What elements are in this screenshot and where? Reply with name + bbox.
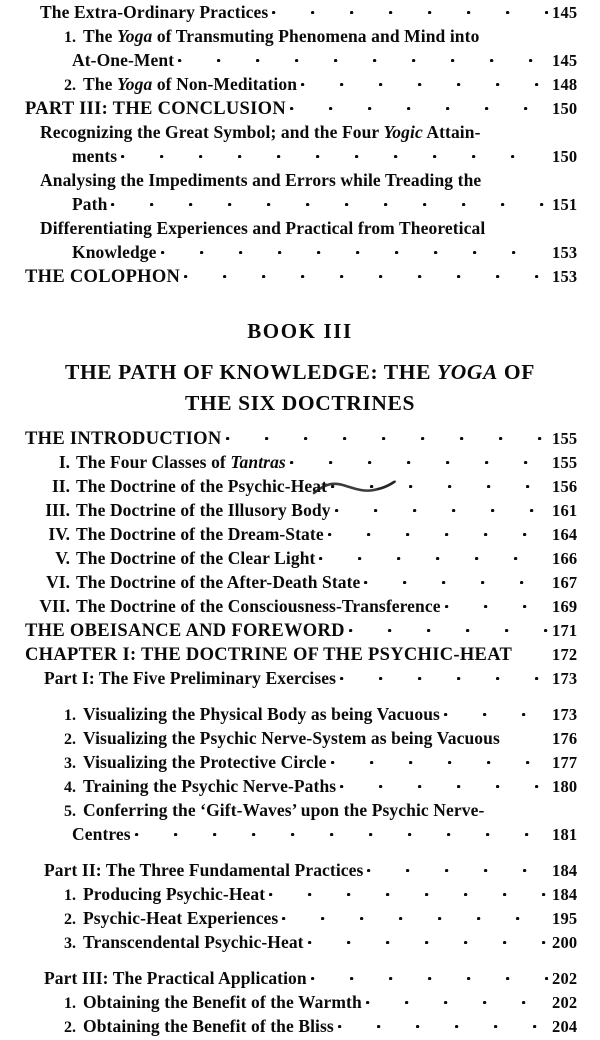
toc-entry-differentiating-knowledge[interactable] <box>0 240 600 264</box>
toc-leader-dots <box>444 702 548 720</box>
toc-leader-dots <box>111 192 548 210</box>
toc-entry-doctrine-consciousness-transference[interactable] <box>0 594 600 618</box>
toc-leader-dots <box>308 930 548 948</box>
toc-leader-dots <box>340 774 548 792</box>
toc-label-text: The Four Classes of <box>76 452 231 472</box>
toc-entry-label <box>83 24 479 48</box>
toc-leader-dots <box>319 546 548 564</box>
toc-entry-obtaining-benefit-warmth[interactable] <box>0 990 600 1014</box>
toc-entry-at-one-ment[interactable] <box>0 48 600 72</box>
toc-leader-dots <box>301 72 548 90</box>
toc-entry-page-number: 155 <box>552 453 578 472</box>
toc-entry-page-number: 169 <box>552 597 578 616</box>
toc-entry-label: THE INTRODUCTION <box>25 429 222 449</box>
toc-leader-dots <box>485 120 548 138</box>
toc-leader-dots <box>161 240 548 258</box>
heading-spacer <box>0 419 600 426</box>
toc-entry-page-number: 161 <box>552 501 578 520</box>
toc-entry-page-number: 202 <box>552 993 578 1012</box>
toc-leader-dots <box>483 24 548 42</box>
toc-entry-roman-numeral: III. <box>45 500 70 520</box>
toc-entry-roman-numeral: I. <box>58 452 70 472</box>
toc-leader-dots <box>121 144 548 162</box>
toc-entry-visualizing-psychic-nerve-system[interactable] <box>0 726 600 750</box>
toc-entry-chapter-one-psychic-heat[interactable] <box>0 642 600 666</box>
toc-entry-page-number: 145 <box>552 3 578 22</box>
toc-label-italic: Yoga <box>116 74 153 94</box>
toc-entry-label <box>83 72 297 96</box>
toc-entry-doctrine-after-death-state[interactable] <box>0 570 600 594</box>
toc-entry-page-number: 176 <box>552 729 578 748</box>
toc-entry-number: 3. <box>64 755 76 772</box>
toc-entry-page-number: 150 <box>552 99 578 118</box>
toc-leader-dots <box>338 1014 548 1032</box>
toc-entry-label: Visualizing the Protective Circle <box>83 752 327 772</box>
toc-leader-dots <box>445 594 548 612</box>
book-subtitle-line1-part3: OF <box>497 360 535 384</box>
book-heading: BOOK III <box>247 319 353 343</box>
toc-entry-page-number: 172 <box>552 645 578 664</box>
toc-entry-analysing-path[interactable] <box>0 192 600 216</box>
toc-entry-label: Centres <box>72 824 131 844</box>
toc-entry-label: CHAPTER I: THE DOCTRINE OF THE PSYCHIC-HEAT <box>25 645 513 665</box>
toc-label-text: The <box>83 26 117 46</box>
toc-entry-number: 1. <box>64 995 76 1012</box>
toc-entry-number: 4. <box>64 779 76 796</box>
toc-entry-number: 3. <box>64 935 76 952</box>
toc-entry-label: Training the Psychic Nerve-Paths <box>83 776 337 796</box>
toc-leader-dots <box>335 498 548 516</box>
toc-leader-dots <box>184 264 548 282</box>
toc-entry-page-number: 177 <box>552 753 578 772</box>
toc-entry-page-number: 150 <box>552 147 578 166</box>
toc-leader-dots <box>282 906 548 924</box>
toc-entry-page-number: 173 <box>552 705 578 724</box>
toc-entry-recognizing-ments[interactable] <box>0 144 600 168</box>
toc-entry-label: The Doctrine of the Dream-State <box>76 524 324 544</box>
toc-leader-dots <box>364 570 548 588</box>
toc-section-book-three <box>0 426 600 1038</box>
toc-entry-obeisance-and-foreword[interactable] <box>0 618 600 642</box>
toc-group-spacer <box>0 954 600 966</box>
book-subtitle-yoga-italic: YOGA <box>437 360 498 384</box>
toc-entry-number: 2. <box>64 731 76 748</box>
toc-leader-dots <box>349 618 548 636</box>
toc-entry-roman-numeral: VII. <box>39 596 70 616</box>
toc-entry-page-number: 180 <box>552 777 578 796</box>
toc-entry-number: 2. <box>64 77 76 94</box>
toc-entry-label <box>40 120 481 144</box>
toc-entry-page-number: 167 <box>552 573 578 592</box>
book-subtitle <box>0 357 600 419</box>
toc-entry-page-number: 156 <box>552 477 578 496</box>
toc-leader-dots <box>311 966 548 984</box>
toc-entry-label: The Doctrine of the Illusory Body <box>76 500 331 520</box>
toc-entry-four-classes-tantras[interactable] <box>0 450 600 474</box>
toc-entry-page-number: 153 <box>552 243 578 262</box>
toc-entry-page-number: 153 <box>552 267 578 286</box>
toc-label-italic: Yoga <box>116 26 153 46</box>
toc-entry-page-number: 202 <box>552 969 578 988</box>
toc-entry-number: 2. <box>64 1019 76 1036</box>
toc-leader-dots <box>331 474 548 492</box>
toc-entry-conferring-centres[interactable] <box>0 822 600 846</box>
toc-label-italic: Yogic <box>383 122 423 142</box>
toc-entry-the-introduction[interactable] <box>0 426 600 450</box>
toc-label-italic: Tantras <box>230 452 286 472</box>
toc-entry-page-number: 171 <box>552 621 578 640</box>
toc-leader-dots <box>328 522 548 540</box>
toc-entry-number: 2. <box>64 911 76 928</box>
toc-entry-page-number: 173 <box>552 669 578 688</box>
toc-entry-producing-psychic-heat[interactable] <box>0 882 600 906</box>
toc-entry-doctrine-illusory-body[interactable] <box>0 498 600 522</box>
toc-entry-label: Conferring the ‘Gift-Waves’ upon the Psychic Nerve- <box>83 800 485 820</box>
toc-entry-label: Obtaining the Benefit of the Bliss <box>83 1016 334 1036</box>
toc-entry-transcendental-psychic-heat[interactable] <box>0 930 600 954</box>
toc-entry-roman-numeral: VI. <box>46 572 70 592</box>
toc-entry-page-number: 155 <box>552 429 578 448</box>
toc-entry-part-one-preliminary-exercises[interactable] <box>0 666 600 690</box>
toc-entry-label: The Doctrine of the Consciousness-Transference <box>76 596 441 616</box>
toc-entry-page-number: 200 <box>552 933 578 952</box>
toc-entry-page-number: 181 <box>552 825 578 844</box>
toc-leader-dots <box>290 450 548 468</box>
toc-entry-label: Part I: The Five Preliminary Exercises <box>44 668 337 688</box>
toc-entry-label: Part II: The Three Fundamental Practices <box>44 860 364 880</box>
toc-entry-page-number: 151 <box>552 195 578 214</box>
toc-entry-yoga-non-meditation[interactable] <box>0 72 600 96</box>
toc-entry-label: ments <box>72 146 118 166</box>
toc-entry-doctrine-clear-light[interactable] <box>0 546 600 570</box>
toc-leader-dots <box>226 426 548 444</box>
toc-leader-dots <box>178 48 548 66</box>
toc-entry-label: Path <box>72 194 108 214</box>
toc-leader-dots <box>290 96 548 114</box>
toc-entry-label: Transcendental Psychic-Heat <box>83 932 304 952</box>
toc-label-text: Recognizing the Great Symbol; and the Four <box>40 122 384 142</box>
toc-entry-page-number: 148 <box>552 75 578 94</box>
toc-leader-dots <box>340 666 548 684</box>
toc-entry-label: The Doctrine of the Psychic-Heat <box>76 476 328 496</box>
toc-entry-page-number: 204 <box>552 1017 578 1036</box>
toc-entry-label: The Doctrine of the Clear Light <box>76 548 316 568</box>
toc-entry-the-colophon[interactable] <box>0 264 600 288</box>
toc-leader-dots <box>489 216 548 234</box>
toc-entry-label: At-One-Ment <box>72 50 175 70</box>
toc-entry-visualizing-physical-body[interactable] <box>0 702 600 726</box>
toc-entry-number: 1. <box>64 707 76 724</box>
toc-entry-label <box>76 450 286 474</box>
toc-entry-yoga-transmuting[interactable] <box>0 24 600 48</box>
toc-leader-dots <box>366 990 548 1008</box>
toc-entry-number: 1. <box>64 887 76 904</box>
book-subtitle-line2: THE SIX DOCTRINES <box>184 391 416 415</box>
toc-entry-label: Analysing the Impediments and Errors while Treading the <box>40 170 482 190</box>
toc-leader-dots <box>504 726 548 744</box>
toc-leader-dots <box>367 858 548 876</box>
book-subtitle-line1-part1: THE PATH OF KNOWLEDGE: THE <box>65 360 437 384</box>
toc-entry-label: Differentiating Experiences and Practical from Theoretical <box>40 218 486 238</box>
toc-entry-visualizing-protective-circle[interactable] <box>0 750 600 774</box>
toc-entry-doctrine-dream-state[interactable] <box>0 522 600 546</box>
toc-entry-page-number: 145 <box>552 51 578 70</box>
toc-leader-dots <box>135 822 548 840</box>
toc-leader-dots <box>488 798 548 816</box>
toc-entry-doctrine-psychic-heat[interactable] <box>0 474 600 498</box>
toc-entry-number: 1. <box>64 29 76 46</box>
toc-leader-dots <box>272 0 548 18</box>
toc-label-text-tail: Attain- <box>422 122 481 142</box>
toc-entry-label: PART III: THE CONCLUSION <box>25 99 286 119</box>
toc-entry-label: Obtaining the Benefit of the Warmth <box>83 992 362 1012</box>
toc-entry-obtaining-benefit-bliss[interactable] <box>0 1014 600 1038</box>
toc-leader-dots <box>331 750 548 768</box>
toc-entry-training-psychic-nerve-paths[interactable] <box>0 774 600 798</box>
toc-group-spacer <box>0 690 600 702</box>
toc-entry-label: Visualizing the Physical Body as being Vacuous <box>83 704 440 724</box>
toc-entry-label: THE OBEISANCE AND FOREWORD <box>25 621 345 641</box>
toc-entry-label: Knowledge <box>72 242 157 262</box>
toc-entry-page-number: 184 <box>552 885 578 904</box>
toc-group-spacer <box>0 846 600 858</box>
toc-entry-conferring-gift-waves[interactable] <box>0 798 600 822</box>
toc-leader-dots <box>269 882 548 900</box>
toc-entry-page-number: 164 <box>552 525 578 544</box>
toc-entry-roman-numeral: II. <box>52 476 70 496</box>
toc-label-text-tail: of Non-Meditation <box>152 74 298 94</box>
toc-leader-dots <box>516 642 548 660</box>
toc-entry-page-number: 166 <box>552 549 578 568</box>
toc-entry-roman-numeral: V. <box>55 548 70 568</box>
toc-entry-analysing-impediments[interactable] <box>0 168 600 192</box>
toc-entry-label: The Doctrine of the After-Death State <box>76 572 361 592</box>
toc-entry-label: Part III: The Practical Application <box>44 968 307 988</box>
toc-entry-page-number: 195 <box>552 909 578 928</box>
toc-entry-number: 5. <box>64 803 76 820</box>
toc-label-text-tail: of Transmuting Phenomena and Mind into <box>152 26 480 46</box>
toc-entry-psychic-heat-experiences[interactable] <box>0 906 600 930</box>
toc-entry-extra-ordinary-practices[interactable] <box>0 0 600 24</box>
toc-entry-part-three-practical-application[interactable] <box>0 966 600 990</box>
toc-leader-dots <box>485 168 548 186</box>
toc-entry-label: THE COLOPHON <box>25 267 181 287</box>
toc-entry-page-number: 184 <box>552 861 578 880</box>
toc-entry-label: Psychic-Heat Experiences <box>83 908 279 928</box>
toc-section-book-two <box>0 0 600 288</box>
toc-entry-label: Producing Psychic-Heat <box>83 884 266 904</box>
toc-entry-label: The Extra-Ordinary Practices <box>40 2 269 22</box>
toc-entry-differentiating-experiences[interactable] <box>0 216 600 240</box>
toc-entry-roman-numeral: IV. <box>48 524 70 544</box>
toc-entry-label: Visualizing the Psychic Nerve-System as being Vacuous <box>83 728 500 748</box>
toc-entry-part-three-conclusion[interactable] <box>0 96 600 120</box>
toc-entry-recognizing-great-symbol[interactable] <box>0 120 600 144</box>
toc-label-text: The <box>83 74 117 94</box>
toc-entry-part-two-fundamental-practices[interactable] <box>0 858 600 882</box>
